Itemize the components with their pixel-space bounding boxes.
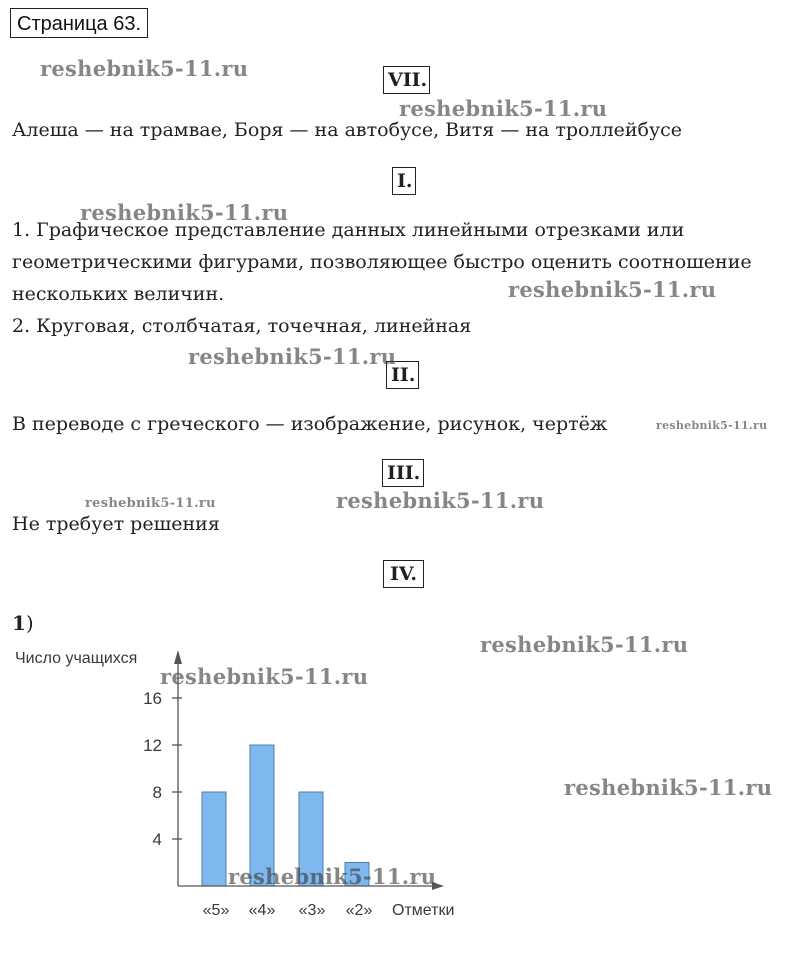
chart-y-tick-label: 12: [143, 736, 162, 755]
watermark: reshebnik5-11.ru: [228, 864, 437, 889]
section-vii-label: VII.: [383, 66, 430, 94]
section-i-line-1: 1. Графическое представление данных линейными отрезками или: [12, 219, 685, 241]
section-iii-label: III.: [382, 459, 424, 487]
watermark: reshebnik5-11.ru: [188, 344, 397, 369]
watermark: reshebnik5-11.ru: [80, 200, 289, 225]
chart-x-tick-label: «5»: [202, 902, 230, 919]
chart-x-tick-label: «2»: [345, 902, 373, 919]
chart-y-axis-arrow: [174, 650, 182, 664]
section-i-label: I.: [392, 167, 416, 195]
watermark: reshebnik5-11.ru: [160, 664, 369, 689]
chart-y-tick-label: 8: [152, 783, 162, 802]
watermark: reshebnik5-11.ru: [564, 775, 773, 800]
chart-y-tick-label: 16: [143, 689, 162, 708]
chart-y-tick-label: 4: [152, 830, 162, 849]
section-ii-text: В переводе с греческого — изображение, рисунок, чертёж: [12, 413, 608, 435]
item-number-suffix: ): [25, 611, 34, 635]
watermark: reshebnik5-11.ru: [399, 96, 608, 121]
section-i-line-2: геометрическими фигурами, позволяющее быстро оценить соотношение: [12, 251, 752, 273]
section-iv-label: IV.: [383, 560, 424, 588]
section-i-line-4: 2. Круговая, столбчатая, точечная, линейная: [12, 315, 472, 337]
watermark: reshebnik5-11.ru: [336, 488, 545, 513]
chart-xlabel: Отметки: [392, 902, 455, 919]
section-ii-label: II.: [386, 361, 419, 389]
chart-bar: [202, 792, 226, 886]
watermark: reshebnik5-11.ru: [40, 56, 249, 81]
section-iii-text: Не требует решения: [12, 513, 220, 535]
section-i-line-3: нескольких величин.: [12, 283, 225, 305]
item-number-value: 1: [12, 611, 26, 635]
chart-ylabel: Число учащихся: [15, 650, 138, 667]
chart-x-tick-label: «4»: [248, 902, 276, 919]
watermark: reshebnik5-11.ru: [508, 277, 717, 302]
watermark: reshebnik5-11.ru: [656, 419, 768, 432]
watermark: reshebnik5-11.ru: [85, 496, 216, 511]
chart-x-tick-label: «3»: [298, 902, 326, 919]
section-vii-text: Алеша — на трамвае, Боря — на автобусе, Витя — на троллейбусе: [12, 119, 683, 141]
watermark: reshebnik5-11.ru: [480, 632, 689, 657]
page-title: Страница 63.: [10, 8, 148, 38]
